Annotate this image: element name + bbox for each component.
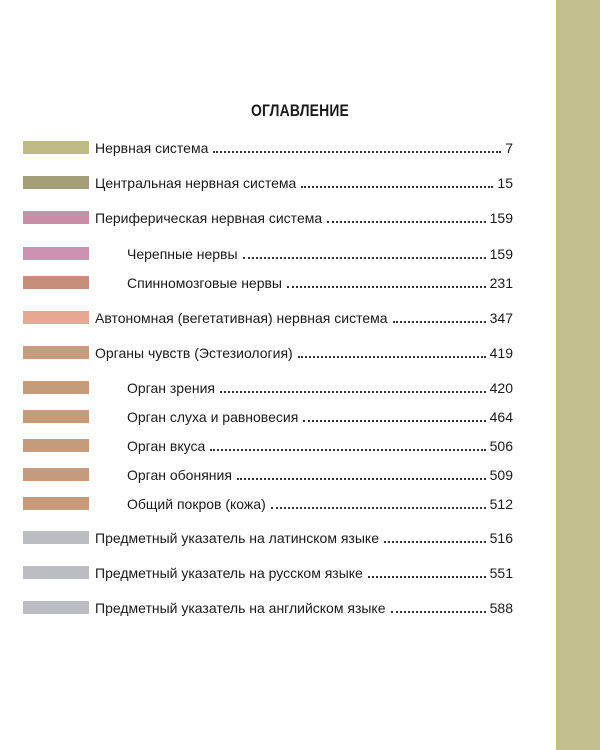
toc-page-number: 509 xyxy=(489,467,513,483)
section-color-swatch xyxy=(23,141,89,154)
toc-entry-title: Автономная (вегетативная) нервная система xyxy=(95,310,388,326)
section-color-swatch xyxy=(23,176,89,189)
toc-page-number: 420 xyxy=(489,380,513,396)
toc-entry[interactable] xyxy=(127,377,513,399)
toc-entry-title: Орган зрения xyxy=(127,380,216,396)
section-color-swatch xyxy=(23,211,89,224)
toc-entry-title: Орган вкуса xyxy=(127,438,206,454)
toc-row[interactable] xyxy=(0,243,556,265)
toc-row[interactable] xyxy=(0,207,556,229)
toc-page-number: 551 xyxy=(489,565,513,581)
toc-row[interactable] xyxy=(0,562,556,584)
toc-row[interactable] xyxy=(0,172,556,194)
toc-entry[interactable] xyxy=(95,172,513,194)
dot-leader xyxy=(393,321,486,323)
toc-row[interactable] xyxy=(0,272,556,294)
toc-entry-title: Нервная система xyxy=(95,140,209,156)
dot-leader xyxy=(391,611,486,613)
toc-entry-title: Общий покров (кожа) xyxy=(127,496,266,512)
toc-entry[interactable] xyxy=(127,272,513,294)
toc-page-number: 506 xyxy=(489,438,513,454)
dot-leader xyxy=(368,576,486,578)
section-color-swatch xyxy=(23,346,89,359)
toc-entry[interactable] xyxy=(95,597,513,619)
dot-leader xyxy=(237,478,486,480)
section-color-swatch xyxy=(23,566,89,579)
toc-row[interactable] xyxy=(0,406,556,428)
dot-leader xyxy=(210,449,485,451)
section-color-swatch xyxy=(23,247,89,260)
toc-page-number: 347 xyxy=(489,310,513,326)
dot-leader xyxy=(327,221,486,223)
dot-leader xyxy=(384,541,486,543)
toc-entry[interactable] xyxy=(95,207,513,229)
toc-row[interactable] xyxy=(0,342,556,364)
toc-entry[interactable] xyxy=(127,243,513,265)
section-color-swatch xyxy=(23,381,89,394)
toc-entry[interactable] xyxy=(95,342,513,364)
section-color-swatch xyxy=(23,276,89,289)
toc-page-number: 159 xyxy=(489,246,513,262)
section-color-swatch xyxy=(23,311,89,324)
toc-entry[interactable] xyxy=(95,562,513,584)
toc-entry-title: Периферическая нервная система xyxy=(95,210,323,226)
dot-leader xyxy=(213,151,501,153)
section-color-swatch xyxy=(23,468,89,481)
toc-entry[interactable] xyxy=(127,435,513,457)
toc-page-number: 464 xyxy=(489,409,513,425)
toc-page-number: 231 xyxy=(489,275,513,291)
toc-page-number: 159 xyxy=(489,210,513,226)
toc-row[interactable] xyxy=(0,597,556,619)
toc-row[interactable] xyxy=(0,307,556,329)
toc-page-number: 516 xyxy=(489,530,513,546)
toc-entry-title: Орган слуха и равновесия xyxy=(127,409,299,425)
toc-row[interactable] xyxy=(0,493,556,515)
dot-leader xyxy=(271,507,486,509)
toc-entry-title: Предметный указатель на латинском языке xyxy=(95,530,379,546)
toc-entry[interactable] xyxy=(95,307,513,329)
section-color-swatch xyxy=(23,531,89,544)
toc-entry-title: Спинномозговые нервы xyxy=(127,275,282,291)
dot-leader xyxy=(298,356,486,358)
toc-entry[interactable] xyxy=(127,464,513,486)
toc-row[interactable] xyxy=(0,137,556,159)
toc-entry[interactable] xyxy=(127,493,513,515)
toc-entry-title: Центральная нервная система xyxy=(95,175,297,191)
dot-leader xyxy=(287,286,486,288)
toc-page-number: 419 xyxy=(489,345,513,361)
dot-leader xyxy=(301,186,493,188)
toc-entry-title: Орган обоняния xyxy=(127,467,232,483)
dot-leader xyxy=(220,391,486,393)
toc-page-number: 512 xyxy=(489,496,513,512)
toc-entry-title: Предметный указатель на английском языке xyxy=(95,600,386,616)
toc-entry[interactable] xyxy=(95,527,513,549)
toc-entry[interactable] xyxy=(127,406,513,428)
toc-entry-title: Предметный указатель на русском языке xyxy=(95,565,363,581)
section-color-swatch xyxy=(23,601,89,614)
section-color-swatch xyxy=(23,497,89,510)
toc-entry-title: Органы чувств (Эстезиология) xyxy=(95,345,293,361)
section-color-swatch xyxy=(23,410,89,423)
toc-page-number: 588 xyxy=(489,600,513,616)
toc-row[interactable] xyxy=(0,527,556,549)
dot-leader xyxy=(303,420,485,422)
toc-entry[interactable] xyxy=(95,137,513,159)
toc-entry-title: Черепные нервы xyxy=(127,246,238,262)
toc-row[interactable] xyxy=(0,464,556,486)
toc-page-number: 15 xyxy=(497,175,513,191)
section-color-swatch xyxy=(23,439,89,452)
toc-row[interactable] xyxy=(0,435,556,457)
toc-row[interactable] xyxy=(0,377,556,399)
dot-leader xyxy=(243,257,486,259)
page-edge-stripe xyxy=(556,0,600,750)
page-title: ОГЛАВЛЕНИЕ xyxy=(250,101,350,120)
toc-page-number: 7 xyxy=(505,140,513,156)
